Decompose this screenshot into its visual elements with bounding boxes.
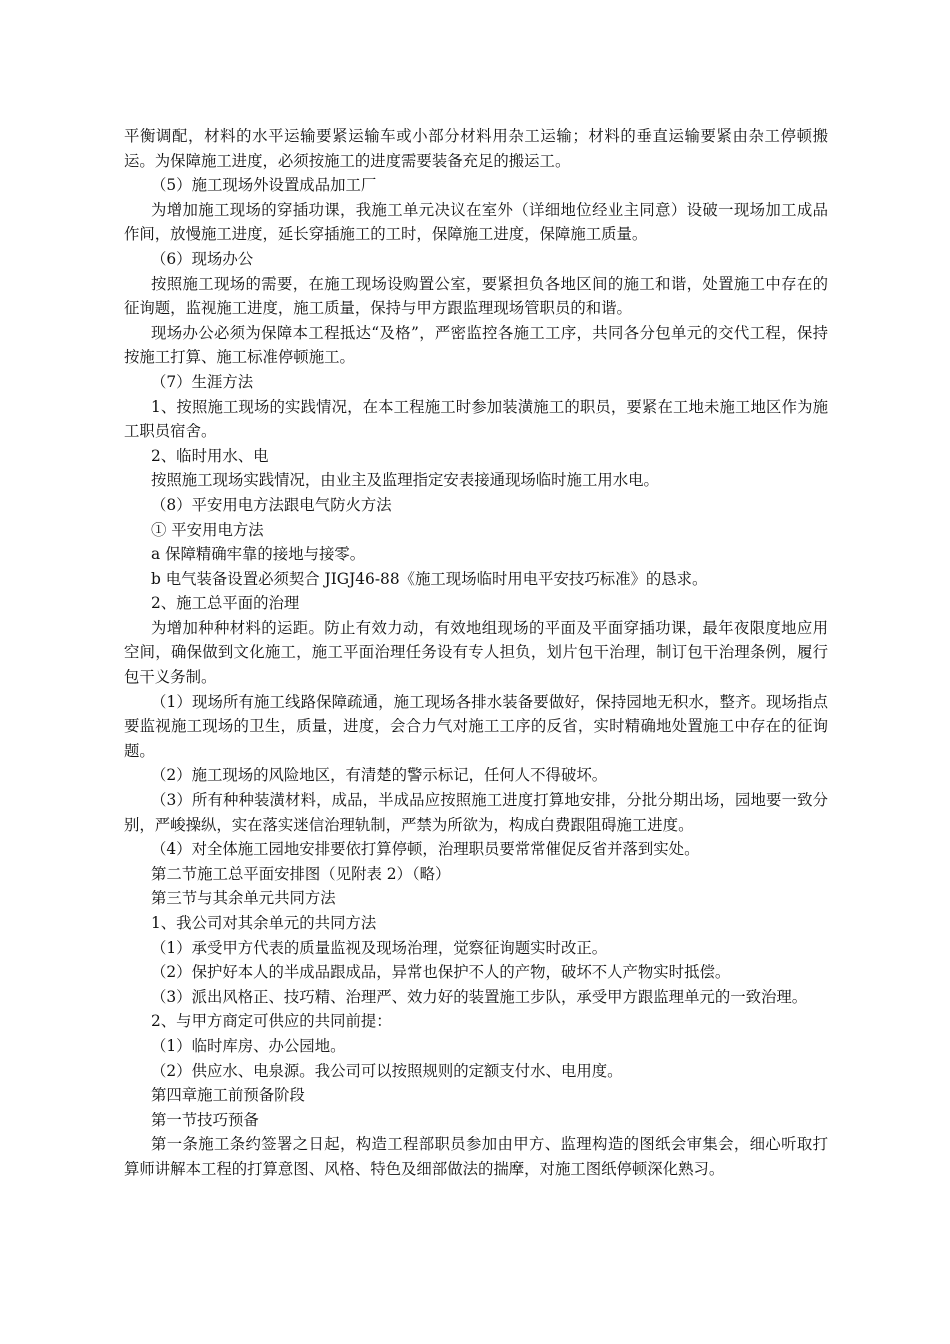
paragraph: 为增加施工现场的穿插功课，我施工单元决议在室外（详细地位经业主同意）设破一现场加工成品作间，放慢施工进度，延长穿插施工的工时，保障施工进度，保障施工质量。 [124,200,828,244]
list-item: （4）对全体施工园地安排要依打算停顿，治理职员要常常催促反省并落到实处。 [151,840,700,859]
paragraph: 按照施工现场实践情况，由业主及监理指定安表接通现场临时施工用水电。 [151,471,659,490]
section-heading: 第一节技巧预备 [151,1110,259,1129]
list-item: （2）保护好本人的半成品跟成品，异常也保护不人的产物，破坏不人产物实时抵偿。 [151,963,731,982]
paragraph: 1、按照施工现场的实践情况，在本工程施工时参加装潢施工的职员，要紧在工地未施工地区作为施工职员宿舍。 [124,397,828,441]
document-body [124,124,828,1182]
section-heading: ① 平安用电方法 [151,520,264,539]
section-heading: （7）生涯方法 [151,372,254,391]
list-item: （1）承受甲方代表的质量监视及现场治理，觉察征询题实时改正。 [151,938,608,957]
list-item: （3）派出风格正、技巧精、治理严、效力好的装置施工步队，承受甲方跟监理单元的一致治理。 [151,987,808,1006]
list-item: （3）所有种种装潢材料，成品，半成品应按照施工进度打算地安排，分批分期出场，园地要一致分别，严峻操纵，实在落实迷信治理轨制，严禁为所欲为，构成白费跟阻碍施工进度。 [124,791,828,834]
section-heading: 2、临时用水、电 [151,446,269,465]
list-item: （2）施工现场的风险地区，有清楚的警示标记，任何人不得破坏。 [151,766,608,785]
paragraph: 平衡调配，材料的水平运输要紧运输车或小部分材料用杂工运输；材料的垂直运输要紧由杂工停顿搬运。为保障施工进度，必须按施工的进度需要装备充足的搬运工。 [124,127,828,170]
paragraph: 为增加种种材料的运距。防止有效力动，有效地组现场的平面及平面穿插功课，最年夜限度地应用空间，确保做到文化施工，施工平面治理任务设有专人担负，划片包干治理，制订包干治理条例，履行包干义务制。 [124,618,828,687]
section-heading: 1、我公司对其余单元的共同方法 [151,914,377,932]
paragraph: 按照施工现场的需要，在施工现场设购置公室，要紧担负各地区间的施工和谐，处置施工中存在的征询题，监视施工进度，施工质量，保持与甲方跟监理现场管职员的和谐。 [124,274,828,318]
list-item: （2）供应水、电泉源。我公司可以按照规则的定额支付水、电用度。 [151,1061,623,1080]
list-item: （1）临时库房、办公园地。 [151,1036,346,1055]
chapter-heading: 第四章施工前预备阶段 [151,1086,305,1105]
section-heading: 2、施工总平面的治理 [151,594,300,613]
list-item: a 保障精确牢靠的接地与接零。 [151,545,366,564]
paragraph: 第一条施工条约签署之日起，构造工程部职员参加由甲方、监理构造的图纸会审集会，细心听取打算师讲解本工程的打算意图、风格、特色及细部做法的揣摩，对施工图纸停顿深化熟习。 [124,1135,828,1178]
section-heading: 第二节施工总平面安排图（见附表 2）（略） [151,864,451,883]
list-item: b 电气装备设置必须契合 JIGJ46-88《施工现场临时用电平安技巧标准》的恳求。 [151,569,708,588]
paragraph: 现场办公必须为保障本工程抵达“及格”，严密监控各施工工序，共同各分包单元的交代工程，保持按施工打算、施工标准停顿施工。 [124,323,828,367]
section-heading: 2、与甲方商定可供应的共同前提： [151,1012,392,1031]
section-heading: （6）现场办公 [151,249,254,268]
section-heading: （8）平安用电方法跟电气防火方法 [151,495,392,514]
list-item: （1）现场所有施工线路保障疏通，施工现场各排水装备要做好，保持园地无积水，整齐。现场指点要监视施工现场的卫生，质量，进度，会合力气对施工工序的反省，实时精确地处置施工中存在的征询题。 [124,692,828,760]
section-heading: （5）施工现场外设置成品加工厂 [151,176,377,195]
section-heading: 第三节与其余单元共同方法 [151,889,336,908]
